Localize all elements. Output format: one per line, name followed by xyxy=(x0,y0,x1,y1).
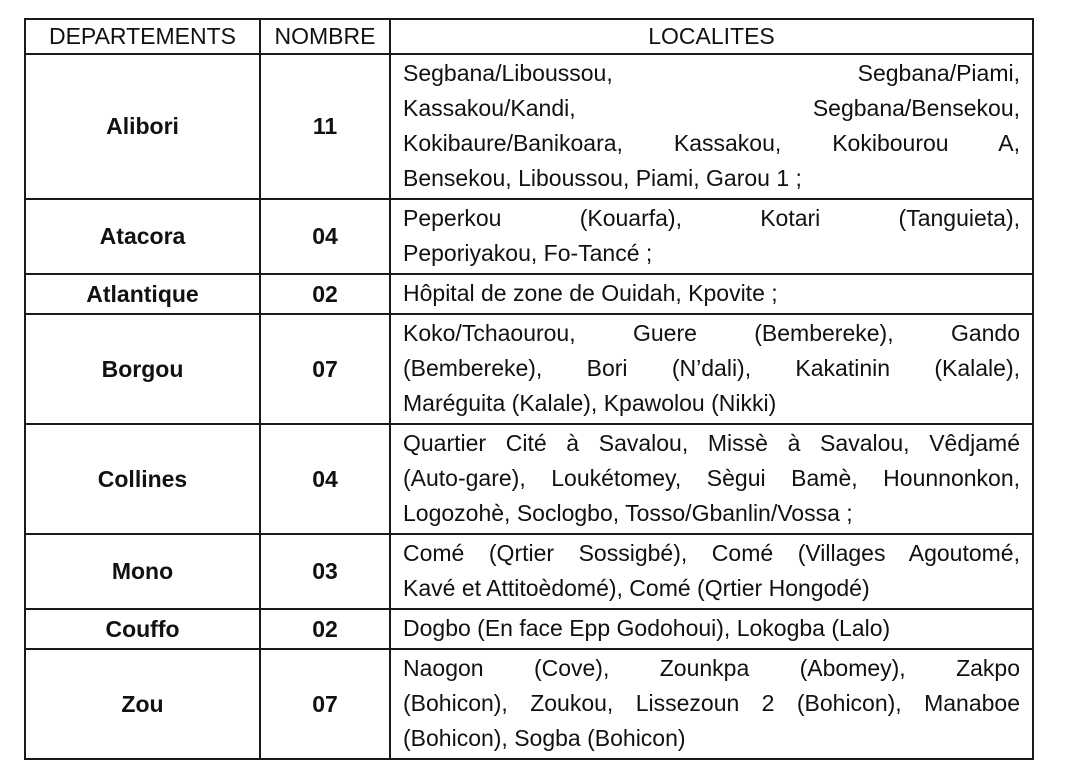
nombre-cell: 07 xyxy=(260,314,390,424)
localites-line: Kassakou/Kandi, Segbana/Bensekou, xyxy=(403,95,1020,121)
localites-line: Segbana/Liboussou, Segbana/Piami, xyxy=(403,60,1020,86)
localites-line: Kokibaure/Banikoara, Kassakou, Kokibourou A, xyxy=(403,130,1020,156)
localites-line: Peperkou (Kouarfa), Kotari (Tanguieta), xyxy=(403,205,1020,231)
localites-line: Dogbo (En face Epp Godohoui), Lokogba (Lalo) xyxy=(403,615,891,641)
departement-cell: Atlantique xyxy=(25,274,260,314)
table-row xyxy=(25,314,1033,424)
localites-line: Peporiyakou, Fo-Tancé ; xyxy=(403,240,653,266)
localites-cell xyxy=(390,274,1033,314)
localites-line: Naogon (Cove), Zounkpa (Abomey), Zakpo xyxy=(403,655,1020,681)
table-row xyxy=(25,54,1033,199)
localites-line: (Auto-gare), Loukétomey, Sègui Bamè, Hounnonkon, xyxy=(403,465,1020,491)
table-body xyxy=(25,54,1033,759)
localites-cell xyxy=(390,54,1033,199)
localites-cell xyxy=(390,314,1033,424)
table-row xyxy=(25,534,1033,609)
localites-line: (Bohicon), Zoukou, Lissezoun 2 (Bohicon), Manaboe xyxy=(403,690,1020,716)
nombre-cell: 02 xyxy=(260,274,390,314)
nombre-cell: 07 xyxy=(260,649,390,759)
nombre-cell: 04 xyxy=(260,424,390,534)
localites-cell xyxy=(390,609,1033,649)
localites-line: Hôpital de zone de Ouidah, Kpovite ; xyxy=(403,280,778,306)
localites-cell xyxy=(390,534,1033,609)
nombre-cell: 03 xyxy=(260,534,390,609)
localites-line: Maréguita (Kalale), Kpawolou (Nikki) xyxy=(403,390,777,416)
localites-line: Bensekou, Liboussou, Piami, Garou 1 ; xyxy=(403,165,802,191)
departement-cell: Atacora xyxy=(25,199,260,274)
departement-cell: Alibori xyxy=(25,54,260,199)
nombre-cell: 11 xyxy=(260,54,390,199)
table-header-row xyxy=(25,19,1033,54)
table-row xyxy=(25,649,1033,759)
localites-cell xyxy=(390,424,1033,534)
header-nombre: NOMBRE xyxy=(260,19,390,54)
table-row xyxy=(25,424,1033,534)
localites-line: Quartier Cité à Savalou, Missè à Savalou, Vêdjamé xyxy=(403,430,1020,456)
localites-line: (Bembereke), Bori (N’dali), Kakatinin (Kalale), xyxy=(403,355,1020,381)
table-row xyxy=(25,274,1033,314)
header-localites: LOCALITES xyxy=(390,19,1033,54)
nombre-cell: 04 xyxy=(260,199,390,274)
departement-cell: Collines xyxy=(25,424,260,534)
departement-cell: Couffo xyxy=(25,609,260,649)
localites-table xyxy=(24,18,1034,760)
localites-line: Logozohè, Soclogbo, Tosso/Gbanlin/Vossa ; xyxy=(403,500,853,526)
departement-cell: Borgou xyxy=(25,314,260,424)
localites-line: Comé (Qrtier Sossigbé), Comé (Villages Agoutomé, xyxy=(403,540,1020,566)
departement-cell: Mono xyxy=(25,534,260,609)
localites-line: Kavé et Attitoèdomé), Comé (Qrtier Hongodé) xyxy=(403,575,870,601)
localites-cell xyxy=(390,649,1033,759)
localites-cell xyxy=(390,199,1033,274)
table-row xyxy=(25,199,1033,274)
localites-line: (Bohicon), Sogba (Bohicon) xyxy=(403,725,686,751)
localites-line: Koko/Tchaourou, Guere (Bembereke), Gando xyxy=(403,320,1020,346)
nombre-cell: 02 xyxy=(260,609,390,649)
header-departements: DEPARTEMENTS xyxy=(25,19,260,54)
departement-cell: Zou xyxy=(25,649,260,759)
table-row xyxy=(25,609,1033,649)
